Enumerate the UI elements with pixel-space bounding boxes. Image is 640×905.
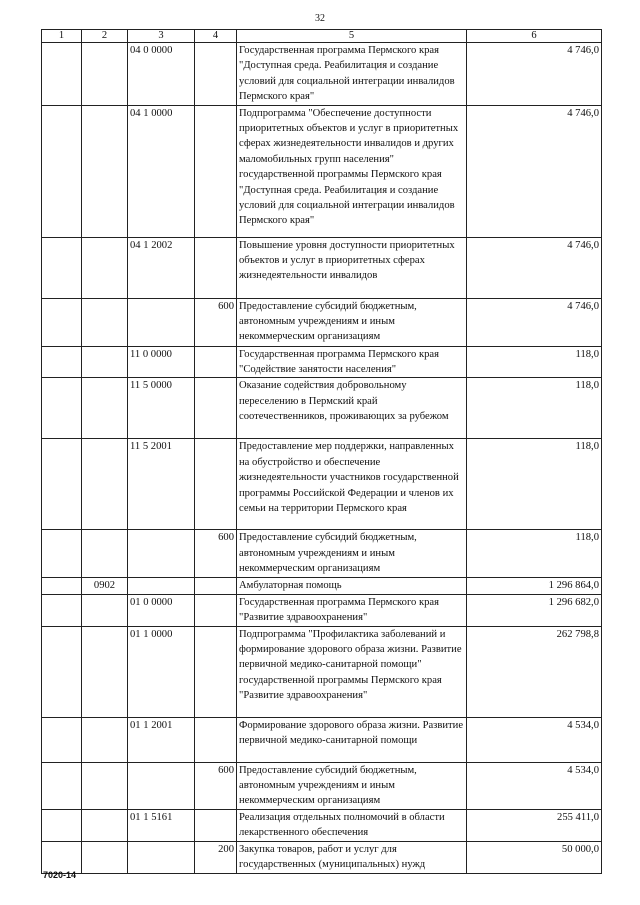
- column-header-1: 1: [42, 30, 82, 43]
- header-row: [42, 30, 602, 43]
- section-cell: [42, 530, 82, 578]
- subsection-cell: [82, 809, 128, 841]
- amount-cell: 118,0: [467, 346, 602, 378]
- description-cell: Повышение уровня доступности приоритетных объектов и услуг в приоритетных сферах жизнедеятельности инвалидов: [237, 237, 467, 298]
- section-cell: [42, 378, 82, 439]
- subsection-cell: [82, 717, 128, 762]
- description-cell: Предоставление субсидий бюджетным, автономным учреждениям и иным некоммерческим организациям: [237, 298, 467, 346]
- amount-cell: 118,0: [467, 378, 602, 439]
- amount-cell: 262 798,8: [467, 626, 602, 717]
- budget-table: [41, 29, 602, 874]
- column-header-4: 4: [195, 30, 237, 43]
- column-header-2: 2: [82, 30, 128, 43]
- table-row: [42, 626, 602, 717]
- table-row: [42, 809, 602, 841]
- section-cell: [42, 841, 82, 873]
- table-row: [42, 594, 602, 626]
- description-cell: Предоставление мер поддержки, направленных на обустройство и обеспечение жизнедеятельности участников государственной программы Российской Федерации и членов их семьи на территории Пермского края: [237, 439, 467, 530]
- target-article-cell: [128, 298, 195, 346]
- target-article-cell: [128, 762, 195, 809]
- description-cell: Государственная программа Пермского края "Развитие здравоохранения": [237, 594, 467, 626]
- section-cell: [42, 298, 82, 346]
- description-cell: Амбулаторная помощь: [237, 578, 467, 594]
- section-cell: [42, 105, 82, 237]
- subsection-cell: [82, 626, 128, 717]
- target-article-cell: [128, 530, 195, 578]
- subsection-cell: [82, 439, 128, 530]
- description-cell: Подпрограмма "Профилактика заболеваний и формирование здорового образа жизни. Развитие первичной медико-санитарной помощи" государственной программы Пермского края "Развитие здравоохранения": [237, 626, 467, 717]
- amount-cell: 50 000,0: [467, 841, 602, 873]
- amount-cell: 4 534,0: [467, 762, 602, 809]
- column-header-3: 3: [128, 30, 195, 43]
- target-article-cell: 01 1 0000: [128, 626, 195, 717]
- section-cell: [42, 43, 82, 106]
- target-article-cell: 01 1 5161: [128, 809, 195, 841]
- expense-type-cell: [195, 626, 237, 717]
- subsection-cell: [82, 237, 128, 298]
- table-row: [42, 578, 602, 594]
- description-cell: Подпрограмма "Обеспечение доступности приоритетных объектов и услуг в приоритетных сферах жизнедеятельности инвалидов и других маломобильных групп населения" государственной программы Пермского края "Доступная среда. Реабилитация и создание условий для социальной интеграции инвалидов Пермского края": [237, 105, 467, 237]
- subsection-cell: [82, 378, 128, 439]
- table-row: [42, 105, 602, 237]
- section-cell: [42, 594, 82, 626]
- description-cell: Предоставление субсидий бюджетным, автономным учреждениям и иным некоммерческим организациям: [237, 530, 467, 578]
- expense-type-cell: 200: [195, 841, 237, 873]
- expense-type-cell: [195, 809, 237, 841]
- table-row: [42, 298, 602, 346]
- expense-type-cell: [195, 594, 237, 626]
- subsection-cell: 0902: [82, 578, 128, 594]
- table-row: [42, 237, 602, 298]
- amount-cell: 4 534,0: [467, 717, 602, 762]
- target-article-cell: 01 0 0000: [128, 594, 195, 626]
- expense-type-cell: [195, 378, 237, 439]
- subsection-cell: [82, 530, 128, 578]
- amount-cell: 4 746,0: [467, 105, 602, 237]
- description-cell: Оказание содействия добровольному переселению в Пермский край соотечественников, проживающих за рубежом: [237, 378, 467, 439]
- target-article-cell: 04 1 0000: [128, 105, 195, 237]
- amount-cell: 255 411,0: [467, 809, 602, 841]
- table-row: [42, 439, 602, 530]
- subsection-cell: [82, 841, 128, 873]
- section-cell: [42, 346, 82, 378]
- expense-type-cell: 600: [195, 530, 237, 578]
- subsection-cell: [82, 43, 128, 106]
- amount-cell: 4 746,0: [467, 237, 602, 298]
- section-cell: [42, 237, 82, 298]
- amount-cell: 4 746,0: [467, 298, 602, 346]
- target-article-cell: 11 0 0000: [128, 346, 195, 378]
- expense-type-cell: [195, 346, 237, 378]
- footer-code: 7020-14: [43, 870, 77, 880]
- description-cell: Государственная программа Пермского края "Содействие занятости населения": [237, 346, 467, 378]
- section-cell: [42, 439, 82, 530]
- section-cell: [42, 626, 82, 717]
- table-row: [42, 378, 602, 439]
- subsection-cell: [82, 105, 128, 237]
- subsection-cell: [82, 298, 128, 346]
- subsection-cell: [82, 594, 128, 626]
- expense-type-cell: [195, 43, 237, 106]
- table-row: [42, 346, 602, 378]
- expense-type-cell: 600: [195, 298, 237, 346]
- description-cell: Предоставление субсидий бюджетным, автономным учреждениям и иным некоммерческим организациям: [237, 762, 467, 809]
- table-row: [42, 841, 602, 873]
- subsection-cell: [82, 762, 128, 809]
- description-cell: Закупка товаров, работ и услуг для государственных (муниципальных) нужд: [237, 841, 467, 873]
- section-cell: [42, 809, 82, 841]
- expense-type-cell: [195, 105, 237, 237]
- target-article-cell: 04 0 0000: [128, 43, 195, 106]
- expense-type-cell: [195, 237, 237, 298]
- expense-type-cell: [195, 717, 237, 762]
- description-cell: Реализация отдельных полномочий в области лекарственного обеспечения: [237, 809, 467, 841]
- section-cell: [42, 762, 82, 809]
- section-cell: [42, 578, 82, 594]
- expense-type-cell: [195, 439, 237, 530]
- table-body: [42, 43, 602, 874]
- target-article-cell: 04 1 2002: [128, 237, 195, 298]
- target-article-cell: 01 1 2001: [128, 717, 195, 762]
- target-article-cell: [128, 841, 195, 873]
- amount-cell: 1 296 864,0: [467, 578, 602, 594]
- amount-cell: 4 746,0: [467, 43, 602, 106]
- target-article-cell: 11 5 0000: [128, 378, 195, 439]
- subsection-cell: [82, 346, 128, 378]
- description-cell: Государственная программа Пермского края "Доступная среда. Реабилитация и создание условий для социальной интеграции инвалидов Пермского края": [237, 43, 467, 106]
- column-header-5: 5: [237, 30, 467, 43]
- amount-cell: 118,0: [467, 530, 602, 578]
- table-row: [42, 530, 602, 578]
- column-header-6: 6: [467, 30, 602, 43]
- description-cell: Формирование здорового образа жизни. Развитие первичной медико-санитарной помощи: [237, 717, 467, 762]
- target-article-cell: [128, 578, 195, 594]
- section-cell: [42, 717, 82, 762]
- amount-cell: 1 296 682,0: [467, 594, 602, 626]
- table-row: [42, 717, 602, 762]
- table-row: [42, 43, 602, 106]
- amount-cell: 118,0: [467, 439, 602, 530]
- expense-type-cell: [195, 578, 237, 594]
- target-article-cell: 11 5 2001: [128, 439, 195, 530]
- table-row: [42, 762, 602, 809]
- expense-type-cell: 600: [195, 762, 237, 809]
- page-number: 32: [315, 13, 325, 24]
